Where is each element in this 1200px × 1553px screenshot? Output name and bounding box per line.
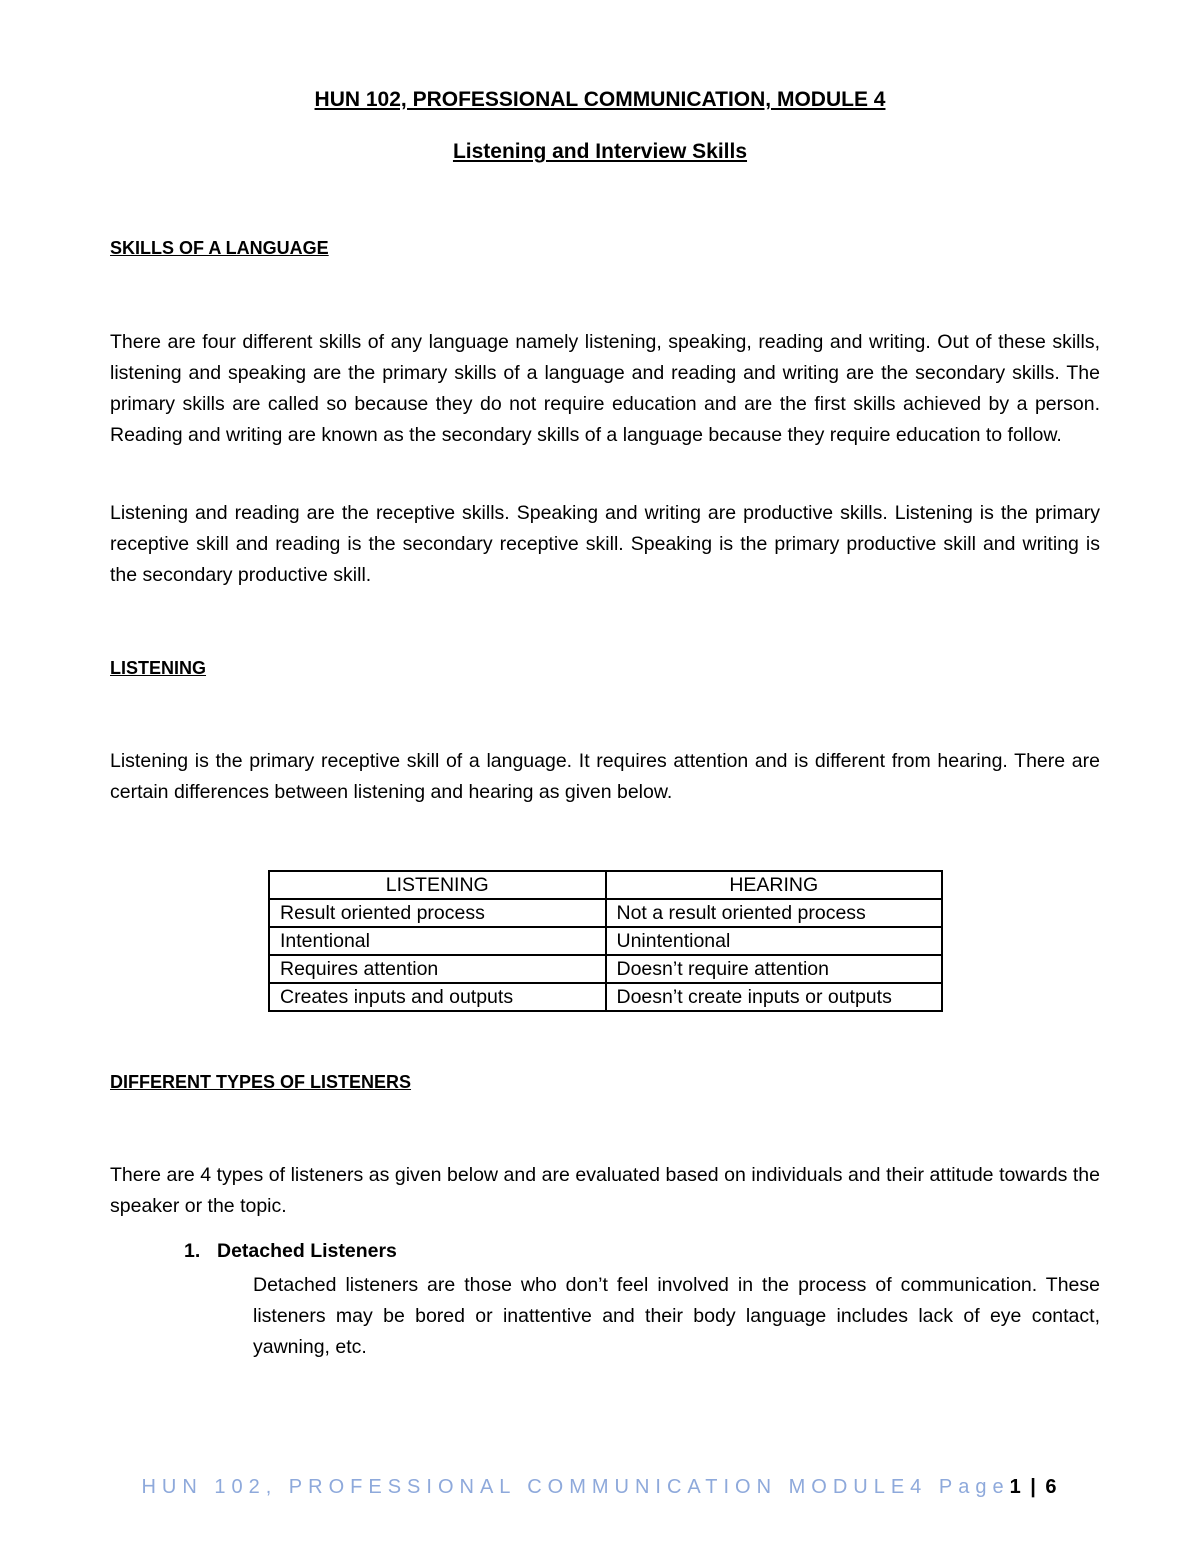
table-cell: Not a result oriented process [606, 899, 943, 927]
paragraph-skills-2: Listening and reading are the receptive skills. Speaking and writing are productive skills. Listening is the primary receptive skill and reading is the secondary receptive skill. Speaking is the primary productive skill and writing is the secondary productive skill. [110, 502, 1100, 586]
table-cell: Result oriented process [269, 899, 606, 927]
list-item-body: Detached listeners are those who don’t feel involved in the process of communication. These listeners may be bored or inattentive and their body language includes lack of eye contact, yawning, etc. [253, 1274, 1100, 1358]
section-heading-skills: SKILLS OF A LANGUAGE [110, 238, 329, 258]
list-item [184, 1240, 397, 1263]
table-cell: Requires attention [269, 955, 606, 983]
page-number: 1 | 6 [1009, 1476, 1059, 1498]
table-row [269, 927, 942, 955]
table-header-row [269, 871, 942, 899]
section-heading-listeners: DIFFERENT TYPES OF LISTENERS [110, 1072, 412, 1092]
table-row [269, 983, 942, 1011]
section-heading-listening: LISTENING [110, 658, 207, 678]
table-header-hearing: HEARING [606, 871, 943, 899]
paragraph-skills-1: There are four different skills of any language namely listening, speaking, reading and writing. Out of these skills, listening and speaking are the primary skills of a language and reading and writing are the secondary skills. The primary skills are called so because they do not require education and are the first skills achieved by a person. Reading and writing are known as the secondary skills of a language because they require education to follow. [110, 331, 1100, 446]
table-cell: Doesn’t require attention [606, 955, 943, 983]
table-cell: Unintentional [606, 927, 943, 955]
document-subtitle: Listening and Interview Skills [452, 140, 748, 163]
table-header-listening: LISTENING [269, 871, 606, 899]
table-cell: Intentional [269, 927, 606, 955]
list-item-title: Detached Listeners [217, 1240, 397, 1262]
list-item-number: 1. [184, 1240, 201, 1262]
table-cell: Creates inputs and outputs [269, 983, 606, 1011]
table-cell: Doesn’t create inputs or outputs [606, 983, 943, 1011]
table-row [269, 899, 942, 927]
page-footer [0, 1476, 1200, 1499]
document-title: HUN 102, PROFESSIONAL COMMUNICATION, MODULE 4 [314, 88, 886, 111]
listening-vs-hearing-table [268, 870, 943, 1012]
footer-text: HUN 102, PROFESSIONAL COMMUNICATION MODULE4 Page [141, 1476, 1010, 1498]
paragraph-listeners: There are 4 types of listeners as given below and are evaluated based on individuals and their attitude towards the speaker or the topic. [110, 1164, 1100, 1217]
table-row [269, 955, 942, 983]
paragraph-listening: Listening is the primary receptive skill of a language. It requires attention and is different from hearing. There are certain differences between listening and hearing as given below. [110, 750, 1100, 803]
